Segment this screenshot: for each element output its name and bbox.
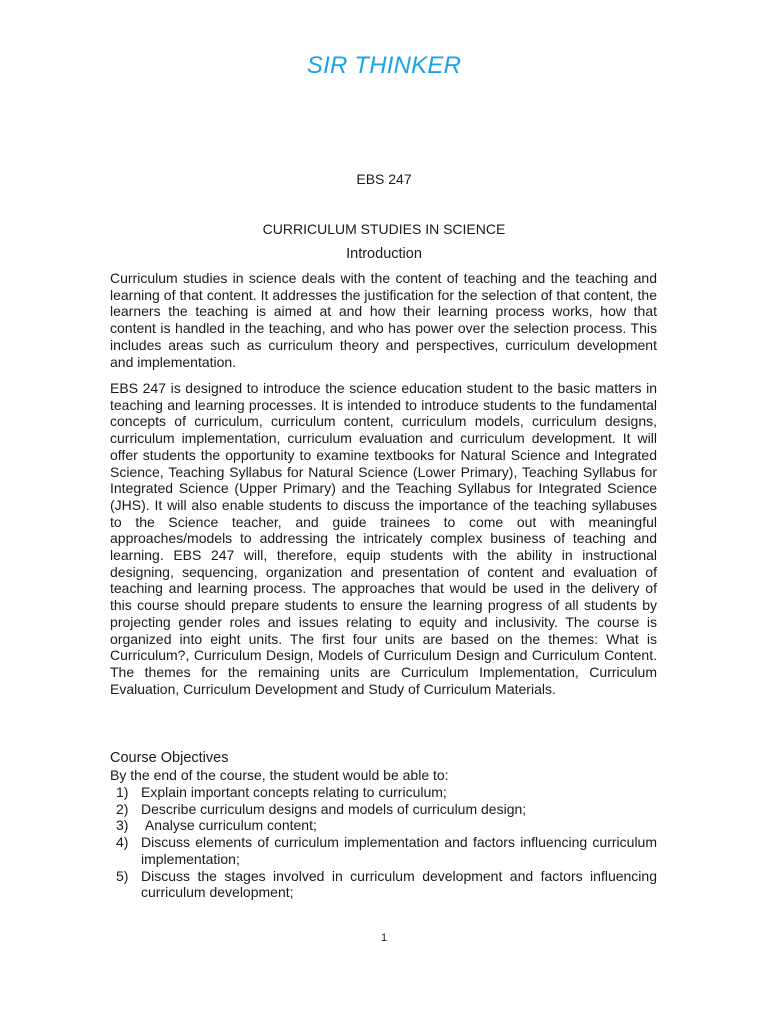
objective-number: 3) bbox=[116, 817, 129, 834]
objectives-intro: By the end of the course, the student would be able to: bbox=[110, 767, 449, 783]
objective-text: Discuss the stages involved in curriculum development and factors influencing curriculum development; bbox=[141, 867, 657, 901]
objective-number: 1) bbox=[116, 784, 129, 800]
objective-text: Analyse curriculum content; bbox=[141, 817, 317, 834]
objective-item bbox=[110, 801, 657, 818]
introduction-heading: Introduction bbox=[346, 246, 422, 262]
page-number: 1 bbox=[380, 932, 388, 944]
course-title: CURRICULUM STUDIES IN SCIENCE bbox=[262, 221, 506, 237]
objective-number: 4) bbox=[116, 834, 129, 851]
objective-text: Describe curriculum designs and models of curriculum design; bbox=[141, 800, 527, 817]
objective-item bbox=[110, 834, 657, 867]
course-description-paragraph: EBS 247 is designed to introduce the science education student to the basic matters in teaching and learning processes. It is intended to introduce students to the fundamental concepts of curriculum, curriculum content, curriculum models, curriculum designs, curriculum implementation, curriculum evaluation and curriculum development. It will offer students the opportunity to examine textbooks for Natural Science and Integrated Science, Teaching Syllabus for Natural Science (Lower Primary), Teaching Syllabus for Integrated Science (Upper Primary) and the Teaching Syllabus for Integrated Science (JHS). It will also enable students to discuss the importance of the teaching syllabuses to the Science teacher, and guide trainees to come out with meaningful approaches/models to addressing the intricately complex business of teaching and learning. EBS 247 will, therefore, equip students with the ability in instructional designing, sequencing, organization and presentation of content and evaluation of teaching and learning process. The approaches that would be used in the delivery of this course should prepare students to ensure the learning progress of all students by projecting gender roles and issues relating to equity and inclusivity. The course is organized into eight units. The first four units are based on the themes: What is Curriculum?, Curriculum Design, Models of Curriculum Design and Curriculum Content. The themes for the remaining units are Curriculum Implementation, Curriculum Evaluation, Curriculum Development and Study of Curriculum Materials. bbox=[110, 380, 657, 697]
objective-item bbox=[110, 817, 657, 834]
objective-item bbox=[110, 784, 657, 801]
objective-item bbox=[110, 868, 657, 901]
course-code: EBS 247 bbox=[356, 171, 412, 187]
objective-number: 5) bbox=[116, 867, 129, 884]
introduction-paragraph: Curriculum studies in science deals with the content of teaching and the teaching and learning of that content. It addresses the justification for the selection of that content, the learners the teaching is aimed at and how their learning process works, how that content is handled in the teaching, and who has power over the selection process. This includes areas such as curriculum theory and perspectives, curriculum development and implementation. bbox=[110, 270, 657, 370]
objective-number: 2) bbox=[116, 800, 129, 817]
header-title: SIR THINKER bbox=[306, 52, 462, 79]
objective-text: Explain important concepts relating to curriculum; bbox=[141, 784, 447, 800]
objectives-list bbox=[110, 784, 657, 901]
objective-text: Discuss elements of curriculum implementation and factors influencing curriculum implementation; bbox=[141, 834, 657, 867]
objectives-heading: Course Objectives bbox=[110, 750, 229, 766]
